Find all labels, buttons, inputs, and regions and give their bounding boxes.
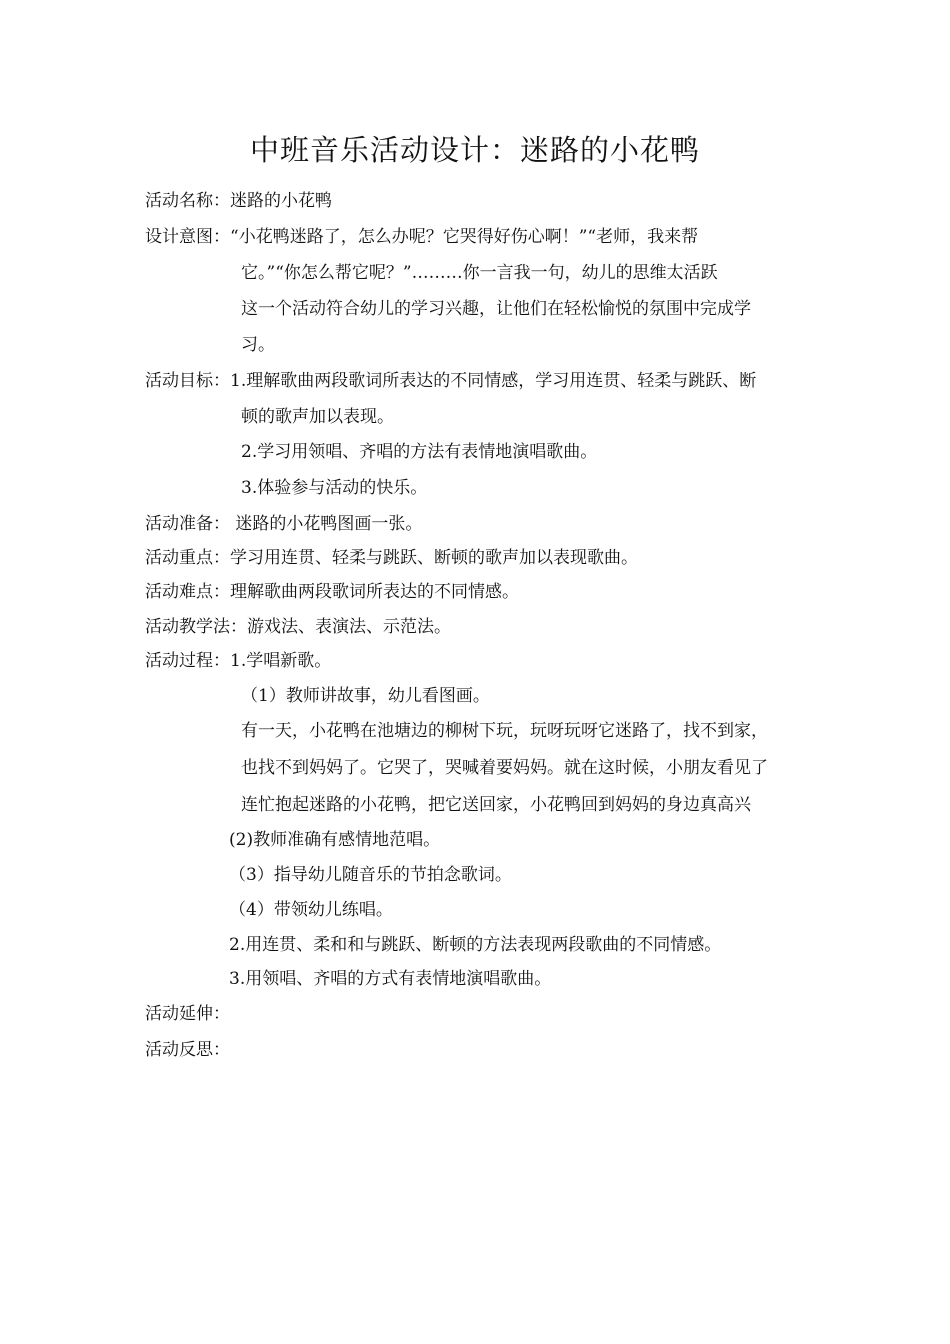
story-line: 有一天，小花鸭在池塘边的柳树下玩，玩呀玩呀它迷路了，找不到家， bbox=[241, 721, 768, 741]
teaching-method-line: 活动教学法：游戏法、表演法、示范法。 bbox=[145, 617, 451, 637]
document-title: 中班音乐活动设计：迷路的小花鸭 bbox=[249, 133, 700, 167]
design-intent-line: 它。”“你怎么帮它呢？”………你一言我一句，幼儿的思维太活跃 bbox=[241, 263, 718, 283]
extension-line: 活动延伸： bbox=[145, 1004, 230, 1024]
goal-line: 2.学习用领唱、齐唱的方法有表情地演唱歌曲。 bbox=[241, 442, 598, 462]
difficulty-line: 活动难点：理解歌曲两段歌词所表达的不同情感。 bbox=[145, 582, 519, 602]
process-line: （4）带领幼儿练唱。 bbox=[229, 900, 393, 920]
process-line: （3）指导幼儿随音乐的节拍念歌词。 bbox=[229, 865, 512, 885]
process-line: 活动过程：1.学唱新歌。 bbox=[145, 651, 332, 671]
design-intent-line: 这一个活动符合幼儿的学习兴趣，让他们在轻松愉悦的氛围中完成学 bbox=[241, 299, 751, 319]
process-line: 3.用领唱、齐唱的方式有表情地演唱歌曲。 bbox=[229, 969, 552, 989]
process-line: （1）教师讲故事，幼儿看图画。 bbox=[241, 686, 490, 706]
goal-line: 活动目标：1.理解歌曲两段歌词所表达的不同情感，学习用连贯、轻柔与跳跃、断 bbox=[145, 371, 757, 391]
process-line: (2)教师准确有感情地范唱。 bbox=[229, 830, 441, 850]
design-intent-line: 设计意图：“小花鸭迷路了，怎么办呢？它哭得好伤心啊！”“老师，我来帮 bbox=[145, 227, 699, 247]
preparation-line: 活动准备： 迷路的小花鸭图画一张。 bbox=[145, 514, 423, 534]
process-line: 2.用连贯、柔和和与跳跃、断顿的方法表现两段歌曲的不同情感。 bbox=[229, 935, 722, 955]
design-intent-line: 习。 bbox=[241, 335, 275, 355]
key-point-line: 活动重点：学习用连贯、轻柔与跳跃、断顿的歌声加以表现歌曲。 bbox=[145, 548, 638, 568]
reflection-line: 活动反思： bbox=[145, 1040, 230, 1060]
story-line: 连忙抱起迷路的小花鸭，把它送回家，小花鸭回到妈妈的身边真高兴 bbox=[241, 795, 751, 815]
goal-line: 顿的歌声加以表现。 bbox=[241, 407, 394, 427]
goal-line: 3.体验参与活动的快乐。 bbox=[241, 478, 428, 498]
story-line: 也找不到妈妈了。它哭了，哭喊着要妈妈。就在这时候，小朋友看见了 bbox=[241, 758, 768, 778]
activity-name-line: 活动名称：迷路的小花鸭 bbox=[145, 191, 332, 211]
